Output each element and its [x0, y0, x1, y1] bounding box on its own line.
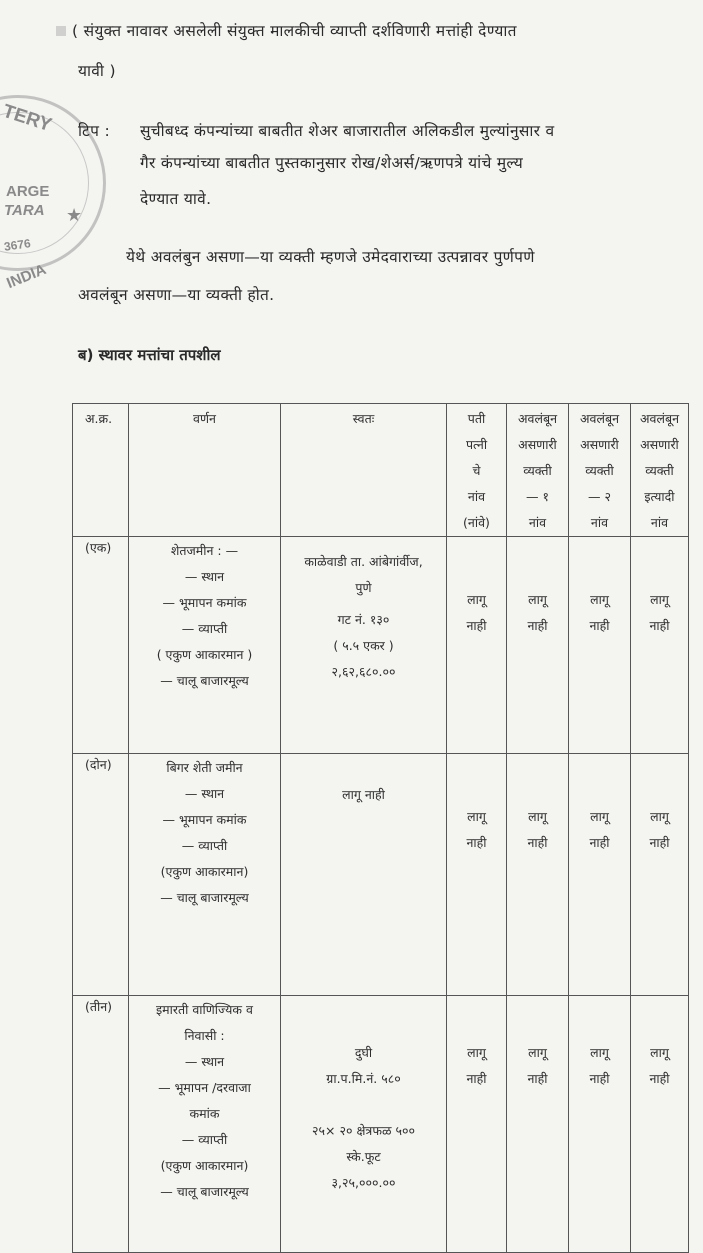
row-self-value: [281, 537, 447, 754]
desc-line: — भूमापन कमांक: [162, 595, 247, 610]
self-line: पुणे: [355, 580, 372, 595]
na-line: लागू: [650, 809, 669, 824]
na-line: लागू: [650, 1045, 669, 1060]
desc-line: ( एकुण आकारमान ): [156, 647, 253, 662]
spacer: [281, 1092, 446, 1118]
na-line: लागू: [528, 809, 547, 824]
table-row: [73, 537, 689, 754]
row-depetc-value: [631, 537, 689, 754]
table-row: [73, 996, 689, 1253]
row-spouse-value: [447, 537, 507, 754]
star-icon: ★: [66, 205, 83, 226]
dependent-line-1: येथे अवलंबुन असणा—या व्यक्ती म्हणजे उमेदवाराच्या उत्पन्नावर पुर्णपणे: [126, 248, 535, 266]
na-line: नाही: [527, 1071, 548, 1086]
header-spouse-line: चे: [472, 463, 481, 478]
na-line: नाही: [589, 1071, 610, 1086]
na-line: नाही: [589, 618, 610, 633]
row-sr: (एक): [73, 537, 129, 754]
header-dep2-line: असणारी: [580, 437, 619, 452]
note-line-2: गैर कंपन्यांच्या बाबतीत पुस्तकानुसार रोख/शेअर्स/ऋणपत्रे यांचे मुल्य: [140, 154, 524, 172]
row-dep2-value: [569, 537, 631, 754]
seal-text-middle2: TARA: [4, 202, 45, 219]
header-dep2-line: अवलंबून: [579, 411, 620, 426]
desc-line: — व्याप्ती: [181, 1132, 228, 1147]
row-description: [129, 537, 281, 754]
desc-line: इमारती वाणिज्यिक व: [156, 1002, 253, 1017]
header-spouse: [447, 404, 507, 537]
desc-line: — चालू बाजारमूल्य: [160, 890, 249, 905]
desc-line: (एकुण आकारमान): [160, 864, 249, 879]
na-line: नाही: [649, 1071, 670, 1086]
header-depetc-line: अवलंबून: [639, 411, 680, 426]
header-spouse-line: पत्नी: [465, 437, 488, 452]
header-dep2-line: व्यक्ती: [585, 463, 614, 478]
header-depetc-line: असणारी: [640, 437, 679, 452]
na-line: नाही: [649, 835, 670, 850]
row-dep1-value: [507, 754, 569, 996]
self-line: काळेवाडी ता. आंबेगांर्वीज,: [304, 554, 423, 569]
desc-line: — व्याप्ती: [181, 838, 228, 853]
na-line: नाही: [649, 618, 670, 633]
row-dep1-value: [507, 537, 569, 754]
header-spouse-line: पती: [467, 411, 486, 426]
header-description: वर्णन: [129, 404, 281, 537]
seal-text-bottom: INDIA: [4, 260, 49, 293]
self-line: स्के.फूट: [346, 1149, 381, 1164]
self-line: २५× २० क्षेत्रफळ ५००: [312, 1123, 415, 1138]
immovable-assets-table: [72, 403, 689, 1253]
na-line: लागू: [590, 809, 609, 824]
row-self-value: [281, 996, 447, 1253]
header-dep2-line: नांव: [590, 515, 609, 530]
desc-line: कमांक: [189, 1106, 220, 1121]
self-line: दुघी: [354, 1045, 373, 1060]
desc-line: बिगर शेती जमीन: [166, 760, 243, 775]
intro-line-1: ( संयुक्त नावावर असलेली संयुक्त मालकीची व्याप्ती दर्शविणारी मत्तांही देण्यात: [72, 22, 517, 40]
header-dep1-line: अवलंबून: [517, 411, 558, 426]
na-line: लागू: [467, 809, 486, 824]
header-depetc-line: व्यक्ती: [645, 463, 674, 478]
self-line: ग्रा.प.मि.नं. ५८०: [326, 1071, 401, 1086]
section-title: ब) स्थावर मत्तांचा तपशील: [78, 346, 221, 364]
row-dep2-value: [569, 754, 631, 996]
na-line: लागू: [528, 1045, 547, 1060]
row-description: [129, 996, 281, 1253]
na-line: नाही: [466, 618, 487, 633]
self-line: २,६२,६८०.००: [331, 664, 396, 679]
self-line: ३,२५,०००.००: [331, 1175, 396, 1190]
note-line-3: देण्यात यावे.: [140, 190, 212, 208]
desc-line: — स्थान: [184, 569, 225, 584]
header-dep1-line: नांव: [528, 515, 547, 530]
header-self: स्वतः: [281, 404, 447, 537]
note-line-1: सुचीबध्द कंपन्यांच्या बाबतीत शेअर बाजारातील अलिकडील मुल्यांनुसार व: [140, 122, 555, 140]
bullet-mark: [56, 26, 66, 36]
desc-line: — स्थान: [184, 786, 225, 801]
seal-text-number: 3676: [3, 236, 32, 254]
na-line: नाही: [527, 835, 548, 850]
seal-text-top: TERY: [0, 100, 55, 137]
table-header-row: [73, 404, 689, 537]
na-line: लागू: [650, 592, 669, 607]
intro-line-2: यावी ): [78, 62, 116, 80]
row-spouse-value: [447, 996, 507, 1253]
na-line: नाही: [466, 1071, 487, 1086]
desc-line: — चालू बाजारमूल्य: [160, 673, 249, 688]
header-dep1-line: — १: [526, 489, 549, 504]
row-dep2-value: [569, 996, 631, 1253]
na-line: लागू: [528, 592, 547, 607]
table-row: [73, 754, 689, 996]
desc-line: शेतजमीन : —: [170, 543, 239, 558]
header-dependent-1: [507, 404, 569, 537]
desc-line: — चालू बाजारमूल्य: [160, 1184, 249, 1199]
desc-line: — स्थान: [184, 1054, 225, 1069]
row-sr: (तीन): [73, 996, 129, 1253]
na-line: नाही: [589, 835, 610, 850]
row-sr: (दोन): [73, 754, 129, 996]
row-depetc-value: [631, 996, 689, 1253]
na-line: लागू: [467, 1045, 486, 1060]
note-label: टिप :: [78, 122, 110, 140]
header-depetc-line: इत्यादी: [644, 489, 675, 504]
row-description: [129, 754, 281, 996]
header-spouse-line: नांव: [467, 489, 486, 504]
row-self-value: [281, 754, 447, 996]
header-dep1-line: व्यक्ती: [523, 463, 552, 478]
desc-line: (एकुण आकारमान): [160, 1158, 249, 1173]
header-spouse-line: (नांवे): [463, 515, 490, 530]
desc-line: — व्याप्ती: [181, 621, 228, 636]
header-dep1-line: असणारी: [518, 437, 557, 452]
na-line: नाही: [466, 835, 487, 850]
self-line: ( ५.५ एकर ): [333, 638, 394, 653]
na-line: लागू: [590, 592, 609, 607]
na-line: लागू: [590, 1045, 609, 1060]
desc-line: निवासी :: [184, 1028, 225, 1043]
row-dep1-value: [507, 996, 569, 1253]
row-spouse-value: [447, 754, 507, 996]
header-depetc-line: नांव: [650, 515, 669, 530]
self-line: लागू नाही: [342, 787, 385, 802]
na-line: लागू: [467, 592, 486, 607]
row-depetc-value: [631, 754, 689, 996]
desc-line: — भूमापन कमांक: [162, 812, 247, 827]
header-dep2-line: — २: [588, 489, 611, 504]
self-line: गट नं. १३०: [337, 612, 390, 627]
header-dependent-etc: [631, 404, 689, 537]
desc-line: — भूमापन /दरवाजा: [158, 1080, 251, 1095]
dependent-line-2: अवलंबून असणा—या व्यक्ती होत.: [78, 286, 275, 304]
header-dependent-2: [569, 404, 631, 537]
na-line: नाही: [527, 618, 548, 633]
header-sr: अ.क्र.: [73, 404, 129, 537]
seal-text-middle1: ARGE: [6, 183, 50, 200]
